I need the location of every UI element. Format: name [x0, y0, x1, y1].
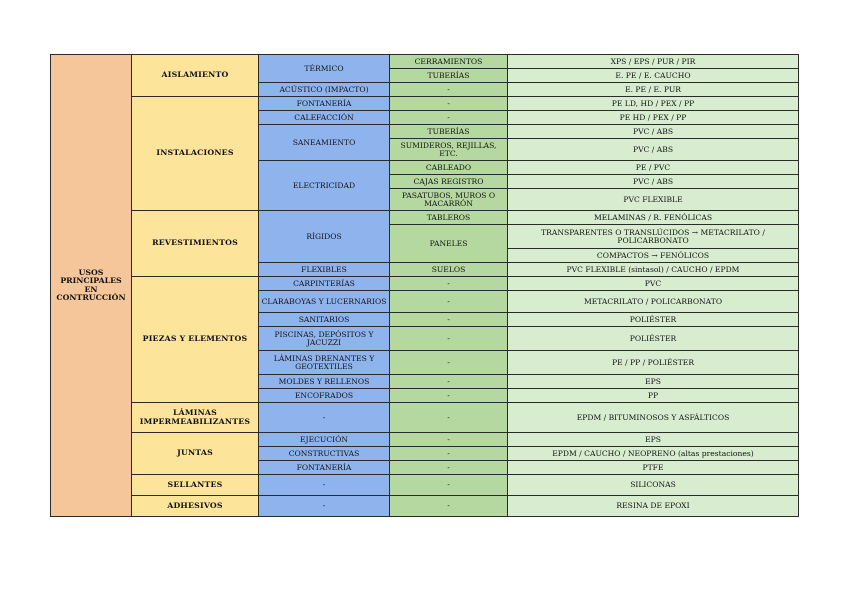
subcategory-cell: SANITARIOS — [259, 313, 390, 327]
subcategory-cell: - — [259, 403, 390, 433]
subcategory-cell: PISCINAS, DEPÓSITOS Y JACUZZI — [259, 327, 390, 351]
subcategory-cell: FONTANERÍA — [259, 461, 390, 475]
type-cell: SUELOS — [390, 263, 508, 277]
type-cell: - — [390, 351, 508, 375]
group-cell: REVESTIMIENTOS — [132, 211, 259, 277]
type-cell: - — [390, 433, 508, 447]
type-cell: - — [390, 291, 508, 313]
subcategory-cell: - — [259, 496, 390, 517]
subcategory-cell: TÉRMICO — [259, 55, 390, 83]
subcategory-cell: FLEXIBLES — [259, 263, 390, 277]
type-cell: CABLEADO — [390, 161, 508, 175]
subcategory-cell: EJECUCIÓN — [259, 433, 390, 447]
material-cell: EPDM / CAUCHO / NEOPRENO (altas prestaciones) — [508, 447, 799, 461]
type-cell: - — [390, 83, 508, 97]
material-cell: POLIÉSTER — [508, 313, 799, 327]
material-cell: COMPACTOS → FENÓLICOS — [508, 249, 799, 263]
material-cell: EPDM / BITUMINOSOS Y ASFÁLTICOS — [508, 403, 799, 433]
group-cell: ADHESIVOS — [132, 496, 259, 517]
subcategory-cell: CALEFACCIÓN — [259, 111, 390, 125]
subcategory-cell: FONTANERÍA — [259, 97, 390, 111]
material-cell: PE / PP / POLIÉSTER — [508, 351, 799, 375]
material-cell: POLIÉSTER — [508, 327, 799, 351]
subcategory-cell: CARPINTERÍAS — [259, 277, 390, 291]
group-cell: LÁMINAS IMPERMEABILIZANTES — [132, 403, 259, 433]
material-cell: PVC FLEXIBLE — [508, 189, 799, 211]
material-cell: XPS / EPS / PUR / PIR — [508, 55, 799, 69]
subcategory-cell: SANEAMIENTO — [259, 125, 390, 161]
type-cell: - — [390, 375, 508, 389]
type-cell: PANELES — [390, 225, 508, 263]
group-cell: JUNTAS — [132, 433, 259, 475]
subcategory-cell: ENCOFRADOS — [259, 389, 390, 403]
subcategory-cell: - — [259, 475, 390, 496]
type-cell: - — [390, 461, 508, 475]
material-cell: RESINA DE EPOXI — [508, 496, 799, 517]
subcategory-cell: CONSTRUCTIVAS — [259, 447, 390, 461]
material-cell: E. PE / E. CAUCHO — [508, 69, 799, 83]
main-category-cell: USOS PRINCIPALES EN CONTRUCCIÓN — [51, 55, 132, 517]
type-cell: TUBERÍAS — [390, 125, 508, 139]
type-cell: TABLEROS — [390, 211, 508, 225]
type-cell: - — [390, 389, 508, 403]
material-cell: PVC / ABS — [508, 125, 799, 139]
material-cell: EPS — [508, 433, 799, 447]
subcategory-cell: LÁMINAS DRENANTES Y GEOTEXTILES — [259, 351, 390, 375]
type-cell: - — [390, 313, 508, 327]
material-cell: PE HD / PEX / PP — [508, 111, 799, 125]
type-cell: CAJAS REGISTRO — [390, 175, 508, 189]
type-cell: - — [390, 447, 508, 461]
type-cell: - — [390, 327, 508, 351]
material-cell: MELAMINAS / R. FENÓLICAS — [508, 211, 799, 225]
group-cell: AISLAMIENTO — [132, 55, 259, 97]
material-cell: PVC / ABS — [508, 175, 799, 189]
material-cell: PTFE — [508, 461, 799, 475]
material-cell: TRANSPARENTES O TRANSLÚCIDOS → METACRILATO / POLICARBONATO — [508, 225, 799, 249]
type-cell: TUBERÍAS — [390, 69, 508, 83]
type-cell: SUMIDEROS, REJILLAS, ETC. — [390, 139, 508, 161]
material-cell: PVC / ABS — [508, 139, 799, 161]
type-cell: - — [390, 475, 508, 496]
material-cell: PE LD, HD / PEX / PP — [508, 97, 799, 111]
subcategory-cell: RÍGIDOS — [259, 211, 390, 263]
subcategory-cell: CLARABOYAS Y LUCERNARIOS — [259, 291, 390, 313]
material-cell: PE / PVC — [508, 161, 799, 175]
material-cell: EPS — [508, 375, 799, 389]
material-cell: PVC — [508, 277, 799, 291]
type-cell: - — [390, 97, 508, 111]
group-cell: PIEZAS Y ELEMENTOS — [132, 277, 259, 403]
subcategory-cell: MOLDES Y RELLENOS — [259, 375, 390, 389]
subcategory-cell: ACÚSTICO (IMPACTO) — [259, 83, 390, 97]
material-cell: E. PE / E. PUR — [508, 83, 799, 97]
type-cell: - — [390, 403, 508, 433]
type-cell: PASATUBOS, MUROS O MACARRÓN — [390, 189, 508, 211]
type-cell: - — [390, 277, 508, 291]
subcategory-cell: ELECTRICIDAD — [259, 161, 390, 211]
group-cell: SELLANTES — [132, 475, 259, 496]
material-cell: SILICONAS — [508, 475, 799, 496]
type-cell: CERRAMIENTOS — [390, 55, 508, 69]
group-cell: INSTALACIONES — [132, 97, 259, 211]
construction-uses-table — [50, 54, 799, 517]
material-cell: PVC FLEXIBLE (sintasol) / CAUCHO / EPDM — [508, 263, 799, 277]
type-cell: - — [390, 496, 508, 517]
type-cell: - — [390, 111, 508, 125]
material-cell: METACRILATO / POLICARBONATO — [508, 291, 799, 313]
material-cell: PP — [508, 389, 799, 403]
